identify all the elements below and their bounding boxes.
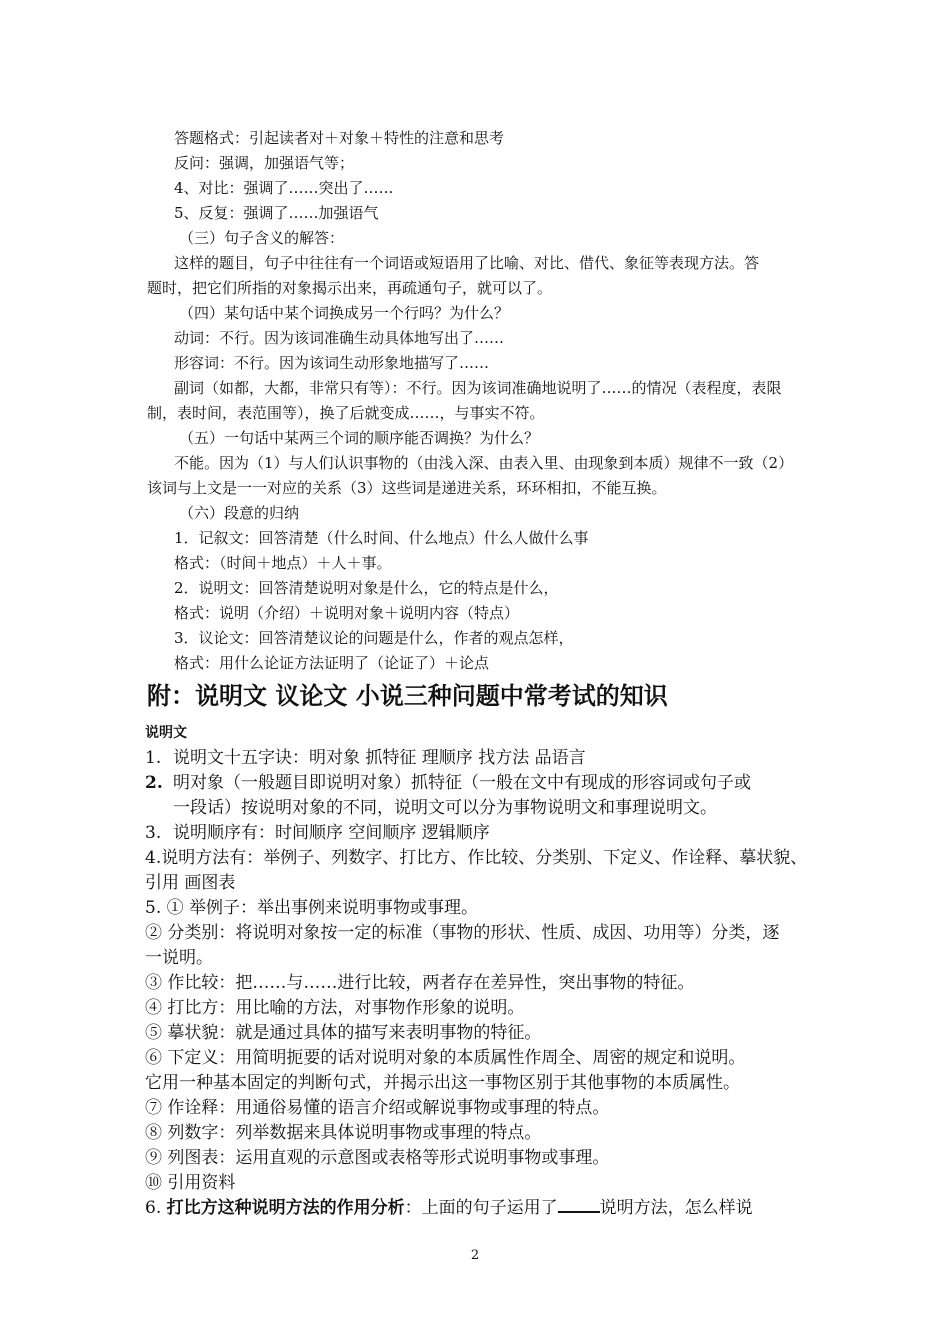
narrative-format-line: 格式：（时间＋地点）＋人＋事。 [174,554,392,572]
method-charts: ⑨ 列图表：运用直观的示意图或表格等形式说明事物或事理。 [145,1148,610,1168]
page-number: 2 [470,1248,480,1263]
section-3-title: （三）句子含义的解答： [179,229,345,247]
method-explanation: ⑦ 作诠释：用通俗易懂的语言介绍或解说事物或事理的特点。 [145,1098,610,1118]
list-item-6 [145,1196,825,1221]
item-text: 说明文十五字诀：明对象 抓特征 理顺序 找方法 品语言 [173,748,586,768]
method-classify-1: ② 分类别：将说明对象按一定的标准（事物的形状、性质、成因、功用等）分类，逐 [145,923,780,943]
method-analogy: ④ 打比方：用比喻的方法，对事物作形象的说明。 [145,998,525,1018]
method-compare: ③ 作比较：把……与……进行比较，两者存在差异性，突出事物的特征。 [145,973,695,993]
method-description: ⑤ 摹状貌：就是通过具体的描写来表明事物的特征。 [145,1023,542,1043]
lower-section [145,722,825,1221]
list-item-5: 5. ① 举例子：举出事例来说明事物或事理。 [145,898,479,918]
argumentative-format-line: 格式：用什么论证方法证明了（论证了）＋论点 [174,654,490,672]
appendix-heading: 附：说明文 议论文 小说三种问题中常考试的知识 [147,682,668,710]
adjective-line: 形容词：不行。因为该词生动形象地描写了…… [174,354,490,372]
verb-line: 动词：不行。因为该词准确生动具体地写出了…… [174,329,505,347]
method-definition-2: 它用一种基本固定的判断句式，并揭示出这一事物区别于其他事物的本质属性。 [145,1073,740,1093]
method-citation: ⑩ 引用资料 [145,1173,236,1193]
adverb-line-2: 制，表时间，表范围等），换了后就变成……，与事实不符。 [147,404,545,422]
section-3-body-1: 这样的题目，句子中往往有一个词语或短语用了比喻、对比、借代、象征等表现方法。答 [174,254,760,272]
repetition-line: 5、反复：强调了……加强语气 [174,204,379,222]
list-item-1 [145,746,825,771]
contrast-line: 4、对比：强调了……突出了…… [174,179,394,197]
item-text: 明对象（一般题目即说明对象）抓特征（一般在文中有现成的形容词或句子或 [173,773,751,793]
method-numbers: ⑧ 列数字：列举数据来具体说明事物或事理的特点。 [145,1123,542,1143]
list-item-4-cont: 引用 画图表 [145,873,236,893]
upper-section [147,126,827,676]
list-item-4: 4.说明方法有：举例子、列数字、打比方、作比较、分类别、下定义、作诠释、摹状貌、 [145,848,808,868]
rhetorical-question-line: 反问：强调，加强语气等； [174,154,355,172]
section-5-body-1: 不能。因为（1）与人们认识事物的（由浅入深、由表入里、由现象到本质）规律不一致（2） [174,454,794,472]
fill-blank [558,1197,600,1213]
list-item-2 [145,771,825,796]
method-classify-2: 一说明。 [145,948,213,968]
item-text: 说明顺序有：时间顺序 空间顺序 逻辑顺序 [173,823,490,843]
section-5-title: （五）一句话中某两三个词的顺序能否调换？为什么？ [179,429,540,447]
answer-format-line: 答题格式：引起读者对＋对象＋特性的注意和思考 [174,129,505,147]
item-bold-text: 打比方这种说明方法的作用分析 [166,1198,405,1218]
item-text: ：上面的句子运用了 [404,1198,558,1218]
expository-subheading: 说明文 [145,725,187,741]
list-item-2-cont: 一段话）按说明对象的不同，说明文可以分为事物说明文和事理说明文。 [173,798,717,818]
item-number: 2. [145,773,163,793]
adverb-line-1: 副词（如都，大都，非常只有等）：不行。因为该词准确地说明了……的情况（表程度，表限 [174,379,782,397]
item-number: 6. [145,1198,167,1218]
section-5-body-2: 该词与上文是一一对应的关系（3）这些词是递进关系，环环相扣，不能互换。 [147,479,667,497]
narrative-line: 1．记叙文：回答清楚（什么时间、什么地点）什么人做什么事 [174,529,589,547]
method-definition-1: ⑥ 下定义：用简明扼要的话对说明对象的本质属性作周全、周密的规定和说明。 [145,1048,746,1068]
section-6-title: （六）段意的归纳 [179,504,300,522]
item-number: 3. [145,823,162,843]
expository-format-line: 格式：说明（介绍）＋说明对象＋说明内容（特点） [174,604,520,622]
argumentative-line: 3．议论文：回答清楚议论的问题是什么，作者的观点怎样， [174,629,574,647]
list-item-3 [145,821,825,846]
expository-line: 2．说明文：回答清楚说明对象是什么，它的特点是什么， [174,579,559,597]
section-3-body-2: 题时，把它们所指的对象揭示出来，再疏通句子，就可以了。 [147,279,553,297]
item-text-end: 说明方法，怎么样说 [599,1198,753,1218]
section-4-title: （四）某句话中某个词换成另一个行吗？为什么？ [179,304,510,322]
item-number: 1. [145,748,162,768]
